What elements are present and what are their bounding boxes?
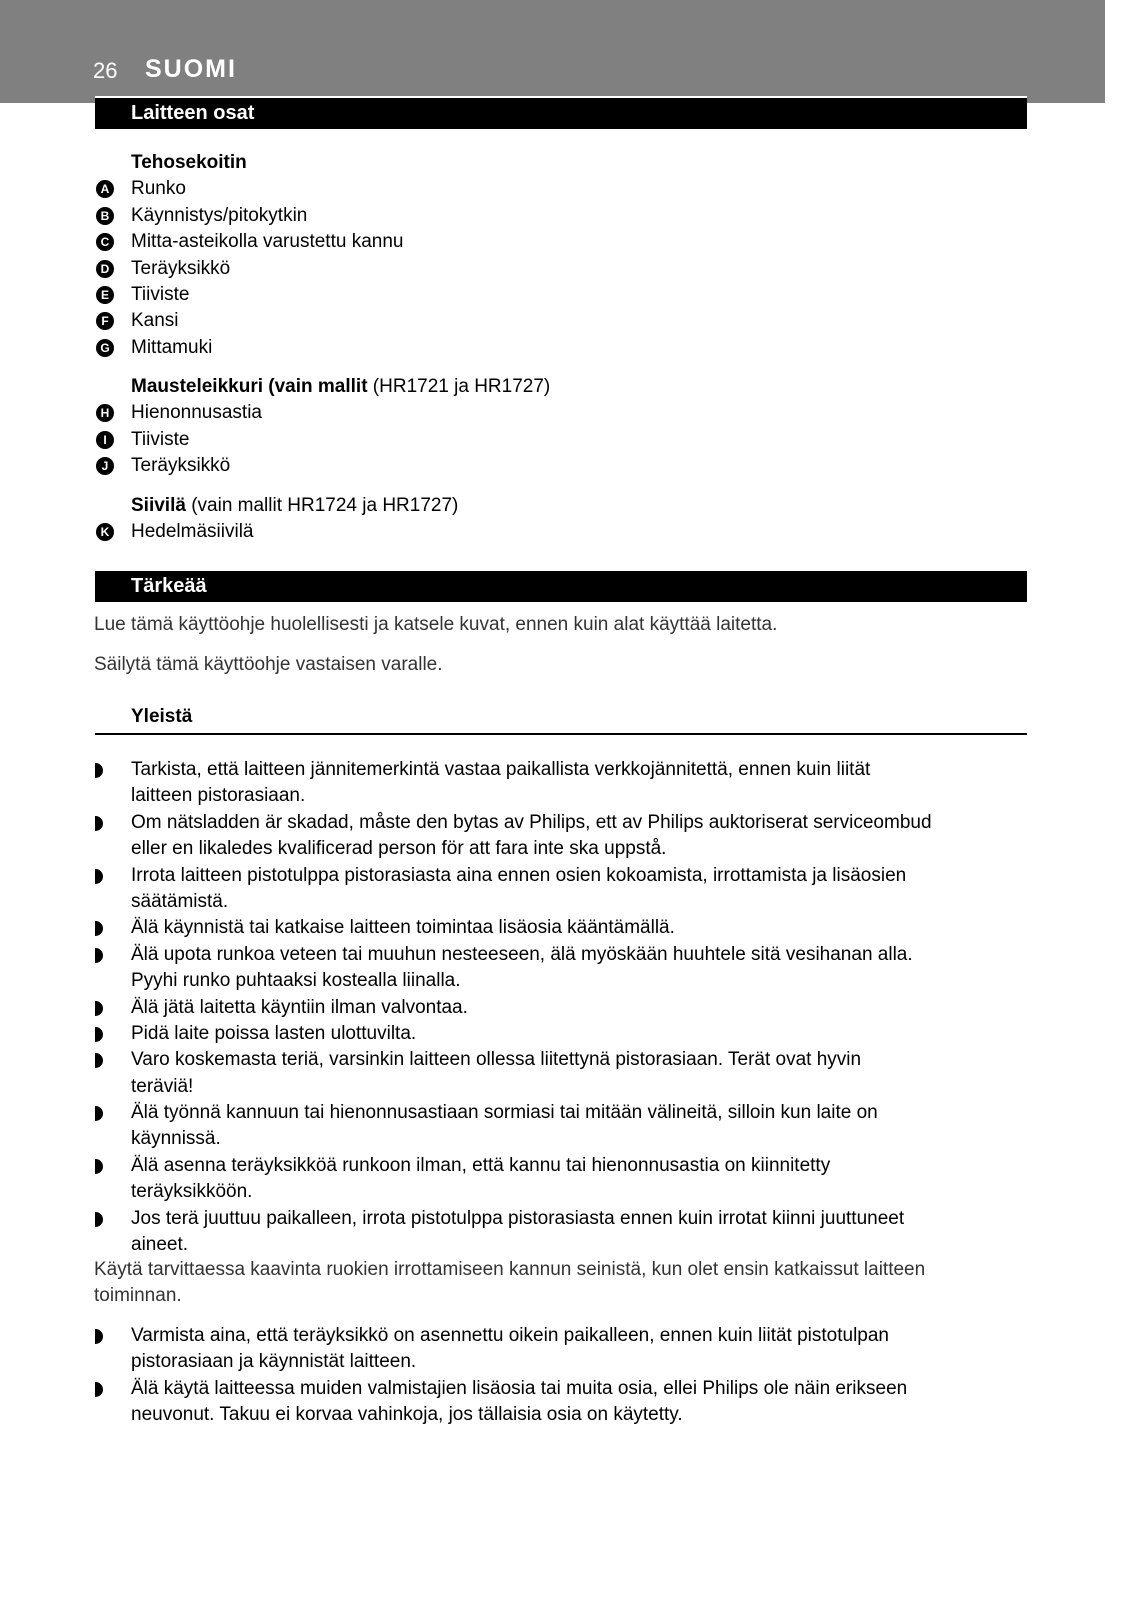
- bullet-line: Älä upota runkoa veteen tai muuhun nesteeseen, älä myöskään huuhtele sitä vesihanan alla.: [131, 943, 913, 965]
- bullet-list: [131, 757, 932, 1258]
- bullet-line: Varo koskemasta teriä, varsinkin laitteen ollessa liitettynä pistorasiaan. Terät ovat hyvin: [131, 1049, 862, 1071]
- bullet-icon: [95, 1212, 103, 1227]
- divider: [95, 733, 1027, 735]
- bullet-line: neuvonut. Takuu ei korvaa vahinkoja, jos tällaisia osia on käytetty.: [131, 1404, 683, 1426]
- bullet-item: [131, 995, 932, 1021]
- filter-title: Siivilä (vain mallit HR1724 ja HR1727): [131, 495, 459, 516]
- bullet-line: teräviä!: [131, 1075, 194, 1097]
- bullet-icon: [95, 1159, 103, 1174]
- bullet-icon: [95, 1053, 103, 1068]
- part-label: Tiiviste: [131, 428, 190, 450]
- part-label: Käynnistys/pitokytkin: [131, 204, 308, 226]
- bullet-icon: [95, 763, 103, 778]
- bullet-item: [131, 863, 932, 916]
- section-heading-parts: Laitteen osat: [95, 96, 1027, 129]
- bullet-line: Om nätsladden är skadad, måste den bytas av Philips, ett av Philips auktoriserat serviceombud: [131, 811, 932, 833]
- part-item: [100, 519, 458, 545]
- note-paragraph: Käytä tarvittaessa kaavinta ruokien irrottamiseen kannun seinistä, kun olet ensin katkaissut laitteen toiminnan.: [94, 1259, 926, 1307]
- part-item: [100, 229, 404, 255]
- bullet-item: [131, 810, 932, 863]
- part-letter-badge: C: [96, 233, 114, 251]
- part-label: Kansi: [131, 310, 179, 332]
- general-title: Yleistä: [131, 706, 193, 727]
- bullet-line: käynnissä.: [131, 1128, 221, 1150]
- part-item: [100, 176, 403, 202]
- part-letter-badge: F: [96, 312, 114, 330]
- filter-block: [100, 493, 459, 546]
- part-item: [101, 453, 550, 479]
- part-letter-badge: B: [96, 207, 114, 225]
- bullet-item: [131, 1047, 932, 1100]
- bullet-icon: [95, 1001, 103, 1016]
- bullet-line: Pidä laite poissa lasten ulottuvilta.: [131, 1022, 417, 1044]
- mill-title: Mausteleikkuri (vain mallit (HR1721 ja HR1727): [131, 376, 551, 397]
- part-item: [100, 400, 550, 426]
- bullet-item: [131, 1323, 907, 1376]
- part-label: Hienonnusastia: [131, 402, 262, 424]
- part-label: Teräyksikkö: [131, 257, 231, 279]
- bullet-line: laitteen pistorasiaan.: [131, 785, 306, 807]
- bullet-line: Varmista aina, että teräyksikkö on asennettu oikein paikalleen, ennen kuin liität pistotulpan: [131, 1325, 889, 1346]
- important-paragraph: Lue tämä käyttöohje huolellisesti ja katsele kuvat, ennen kuin alat käyttää laitetta.: [94, 614, 778, 635]
- part-letter-badge: I: [96, 431, 114, 449]
- mill-block: [100, 374, 551, 480]
- bullet-item: [131, 1100, 932, 1153]
- part-letter-badge: K: [96, 523, 114, 541]
- blender-block: [100, 150, 404, 361]
- bullet-item: [131, 942, 932, 995]
- bullet-line: eller en likaledes kvalificerad person för att fara inte ska uppstå.: [131, 838, 667, 860]
- bullet-icon: [95, 1027, 103, 1042]
- part-label: Hedelmäsiivilä: [131, 521, 254, 543]
- part-letter-badge: A: [96, 180, 114, 198]
- part-item: [100, 335, 403, 361]
- bullet-icon: [95, 921, 103, 936]
- bullet-line: aineet.: [131, 1234, 189, 1256]
- bullet-line: Älä jätä laitetta käyntiin ilman valvontaa.: [131, 996, 468, 1018]
- bullet-line: Älä käynnistä tai katkaise laitteen toimintaa lisäosia kääntämällä.: [131, 917, 675, 939]
- bullet-line: Älä käytä laitteessa muiden valmistajien lisäosia tai muita osia, ellei Philips ole näin erikseen: [131, 1377, 908, 1399]
- part-label: Runko: [131, 178, 186, 200]
- bullet-item: [131, 915, 932, 941]
- part-letter-badge: E: [96, 286, 114, 304]
- bullet-line: teräyksikköön.: [131, 1181, 253, 1203]
- page-number: 26: [93, 58, 118, 83]
- bullet-icon: [95, 1382, 103, 1397]
- part-item: [100, 256, 403, 282]
- bullet-icon: [95, 948, 103, 963]
- bullet-line: Irrota laitteen pistotulppa pistorasiasta aina ennen osien kokoamista, irrottamista ja lisäosien: [131, 864, 907, 886]
- bullet-item: [131, 1206, 932, 1259]
- bullet-icon: [95, 816, 103, 831]
- part-letter-badge: H: [96, 404, 114, 422]
- part-item: [100, 203, 403, 229]
- part-letter-badge: D: [96, 260, 114, 278]
- bullet-line: Pyyhi runko puhtaaksi kostealla liinalla.: [131, 970, 461, 992]
- bullet-line: säätämistä.: [131, 890, 229, 912]
- bullet-line: Älä asenna teräyksikköä runkoon ilman, että kannu tai hienonnusastia on kiinnitetty: [131, 1154, 831, 1176]
- bullet-icon: [95, 1329, 103, 1344]
- part-label: Teräyksikkö: [131, 455, 231, 477]
- part-item: [103, 427, 550, 453]
- language-label: SUOMI: [145, 55, 237, 83]
- bullet-line: Tarkista, että laitteen jännitemerkintä vastaa paikallista verkkojännitettä, ennen kuin liität: [131, 759, 871, 780]
- bullet-icon: [95, 869, 103, 884]
- part-label: Mittamuki: [131, 336, 213, 358]
- important-paragraph: Säilytä tämä käyttöohje vastaisen varalle.: [94, 654, 443, 675]
- part-letter-badge: J: [96, 457, 114, 475]
- bullet-item: [131, 1021, 932, 1047]
- bullet-icon: [95, 1106, 103, 1121]
- part-item: [101, 308, 403, 334]
- bullet-item: [131, 1376, 907, 1429]
- bullet-line: Jos terä juuttuu paikalleen, irrota pistotulppa pistorasiasta ennen kuin irrotat kiinni juuttuneet: [131, 1207, 905, 1229]
- part-label: Tiiviste: [131, 283, 190, 305]
- part-letter-badge: G: [96, 339, 114, 357]
- bullet-list: [131, 1323, 907, 1429]
- bullet-line: pistorasiaan ja käynnistät laitteen.: [131, 1351, 417, 1373]
- page-header: [0, 0, 1105, 103]
- blender-title: Tehosekoitin: [131, 152, 247, 173]
- bullet-line: Älä työnnä kannuun tai hienonnusastiaan sormiasi tai mitään välineitä, silloin kun laite on: [131, 1102, 878, 1124]
- part-item: [100, 282, 403, 308]
- bullet-item: [131, 1153, 932, 1206]
- section-heading-important: Tärkeää: [95, 571, 1027, 602]
- bullet-item: [131, 757, 932, 810]
- part-label: Mitta-asteikolla varustettu kannu: [131, 231, 404, 253]
